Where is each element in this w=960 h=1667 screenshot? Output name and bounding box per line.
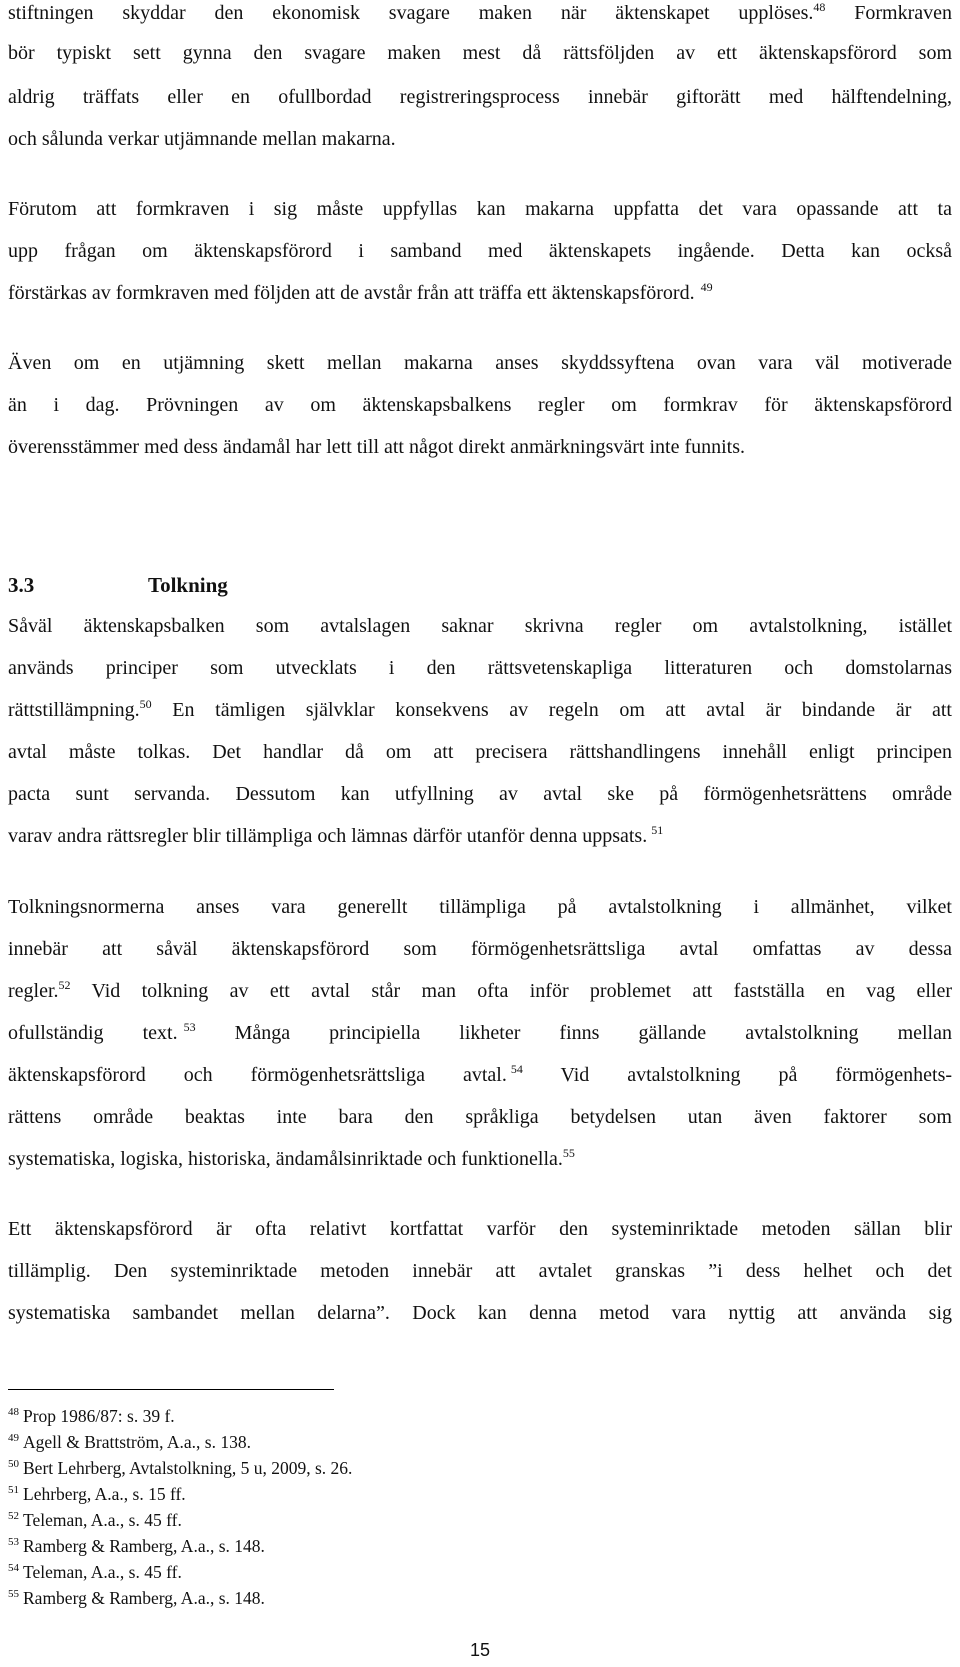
text-line: ofullständig text. $^{53}$ Många principiella likheter finns gällande avtalstolkning mellan (8, 1020, 952, 1044)
text-line: regler.$^{52}$ Vid tolkning av ett avtal står man ofta inför problemet att fastställa en vag eller (8, 978, 952, 1002)
text-line: varav andra rättsregler blir tillämpliga och lämnas därför utanför denna uppsats. $^{51}$ (8, 823, 664, 847)
text-line: rättstillämpning.$^{50}$ En tämligen självklar konsekvens av regeln om att avtal är bindande är att (8, 697, 952, 721)
text-line: tillämplig. Den systeminriktade metoden innebär att avtalet granskas ”i dess helhet och det (8, 1260, 952, 1282)
text-line: Förutom att formkraven i sig måste uppfyllas kan makarna uppfatta det vara opassande att ta (8, 198, 952, 220)
text-line: avtal måste tolkas. Det handlar då om att precisera rättshandlingens innehåll enligt principen (8, 741, 952, 763)
footnote-ref[interactable]: 51 (651, 823, 664, 837)
footnote-ref[interactable]: 48 (813, 0, 826, 14)
text-line: Tolkningsnormerna anses vara generellt tillämpliga på avtalstolkning i allmänhet, vilket (8, 896, 952, 918)
text-line: Såväl äktenskapsbalken som avtalslagen saknar skrivna regler om avtalstolkning, istället (8, 615, 952, 637)
text-line: än i dag. Prövningen av om äktenskapsbalkens regler om formkrav för äktenskapsförord (8, 394, 952, 416)
footnote-52: $^{52}$ Teleman, A.a., s. 45 ff. (8, 1510, 182, 1530)
text-line: bör typiskt sett gynna den svagare maken mest då rättsföljden av ett äktenskapsförord som (8, 42, 952, 64)
text-line: aldrig träffats eller en ofullbordad registreringsprocess innebär giftorätt med hälftendelning, (8, 86, 952, 108)
footnote-ref[interactable]: 54 (510, 1062, 523, 1076)
footnote-separator (8, 1389, 334, 1390)
footnote-ref[interactable]: 50 (139, 697, 152, 711)
text-line: äktenskapsförord och förmögenhetsrättsliga avtal. $^{54}$ Vid avtalstolkning på förmögenhets- (8, 1062, 953, 1086)
text-line: förstärkas av formkraven med följden att de avstår från att träffa ett äktenskapsförord. $^{49}$ (8, 280, 713, 304)
text-line: och sålunda verkar utjämnande mellan makarna. (8, 128, 396, 150)
text-line: överensstämmer med dess ändamål har lett till att något direkt anmärkningsvärt inte funnits. (8, 436, 746, 458)
footnote-51: $^{51}$ Lehrberg, A.a., s. 15 ff. (8, 1484, 186, 1504)
footnote-49: $^{49}$ Agell & Brattström, A.a., s. 138. (8, 1432, 251, 1452)
footnote-ref[interactable]: 55 (562, 1146, 575, 1160)
footnote-53: $^{53}$ Ramberg & Ramberg, A.a., s. 148. (8, 1536, 265, 1556)
section-number: 3.3 (8, 573, 35, 597)
footnote-54: $^{54}$ Teleman, A.a., s. 45 ff. (8, 1562, 182, 1582)
text-line: systematiska sambandet mellan delarna”. Dock kan denna metod vara nyttig att använda sig (8, 1302, 952, 1324)
footnote-ref[interactable]: 52 (58, 978, 71, 992)
page-number: 15 (469, 1640, 491, 1660)
section-title: Tolkning (148, 573, 228, 597)
text-line: pacta sunt servanda. Dessutom kan utfyllning av avtal ske på förmögenhetsrättens område (8, 783, 952, 805)
text-line: systematiska, logiska, historiska, ändamålsinriktade och funktionella.$^{55}$ (8, 1146, 575, 1170)
footnote-48: $^{48}$ Prop 1986/87: s. 39 f. (8, 1406, 175, 1426)
text-line: Även om en utjämning skett mellan makarna anses skyddssyftena ovan vara väl motiverade (8, 352, 952, 374)
footnote-ref[interactable]: 49 (700, 280, 713, 294)
text-line: stiftningen skyddar den ekonomisk svagare maken när äktenskapet upplöses.$^{48}$ Formkraven (8, 0, 952, 24)
text-line: Ett äktenskapsförord är ofta relativt kortfattat varför den systeminriktade metoden sällan blir (8, 1218, 952, 1240)
text-line: upp frågan om äktenskapsförord i samband med äktenskapets ingående. Detta kan också (8, 240, 952, 262)
text-line: innebär att såväl äktenskapsförord som förmögenhetsrättsliga avtal omfattas av dessa (8, 938, 952, 960)
text-line: rättens område beaktas inte bara den språkliga betydelsen utan även faktorer som (8, 1106, 952, 1128)
footnote-50: $^{50}$ Bert Lehrberg, Avtalstolkning, 5 u, 2009, s. 26. (8, 1458, 353, 1478)
section-heading (8, 573, 228, 598)
footnote-ref[interactable]: 53 (183, 1020, 196, 1034)
footnote-55: $^{55}$ Ramberg & Ramberg, A.a., s. 148. (8, 1588, 265, 1608)
text-line: används principer som utvecklats i den rättsvetenskapliga litteraturen och domstolarnas (8, 657, 952, 679)
